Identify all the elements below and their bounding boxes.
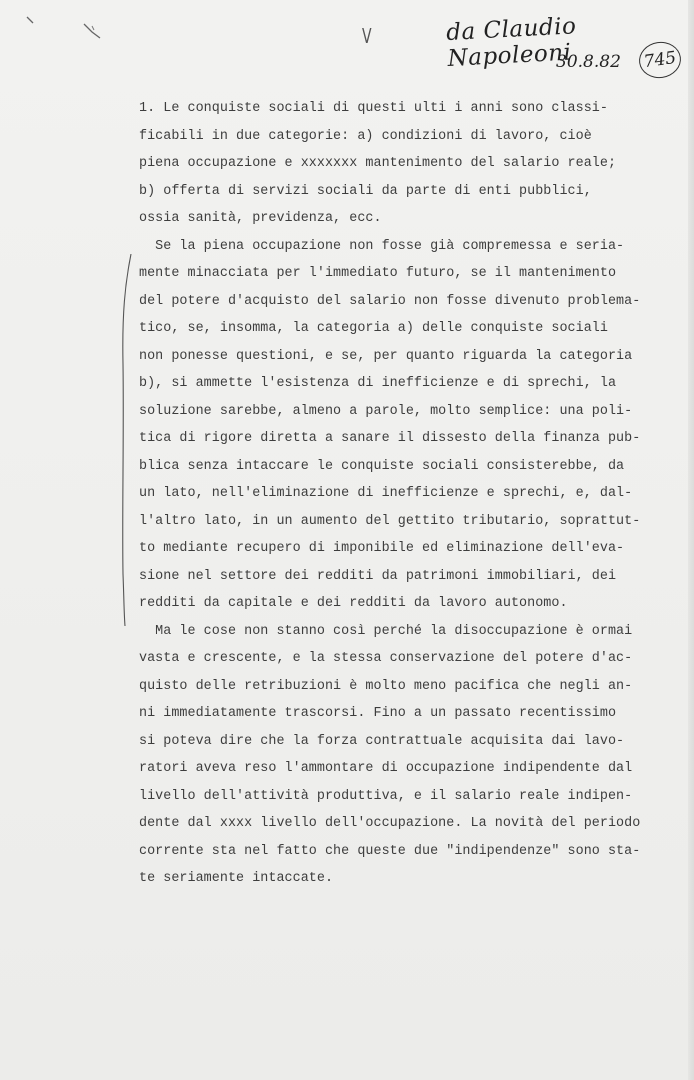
text-line: redditi da capitale e dei redditi da lavoro autonomo. bbox=[139, 596, 568, 611]
paragraph-3 bbox=[139, 618, 659, 893]
text-line: non ponesse questioni, e se, per quanto riguarda la categoria bbox=[139, 348, 633, 364]
margin-bracket-line bbox=[119, 254, 135, 626]
text-line: un lato, nell'eliminazione di inefficienze e sprechi, e, dal- bbox=[139, 486, 633, 501]
text-line: Se la piena occupazione non fosse già compremessa e seria- bbox=[139, 238, 625, 254]
page-number: 745 bbox=[642, 47, 678, 73]
text-line: l'altro lato, in un aumento del gettito tributario, soprattut- bbox=[139, 513, 641, 529]
text-line: ossia sanità, previdenza, ecc. bbox=[139, 211, 382, 226]
text-line: piena occupazione e xxxxxxx mantenimento del salario reale; bbox=[139, 156, 617, 171]
text-line: ni immediatamente trascorsi. Fino a un passato recentissimo bbox=[139, 706, 617, 721]
text-line: sione nel settore dei redditi da patrimoni immobiliari, dei bbox=[139, 568, 617, 584]
paragraph-1 bbox=[139, 95, 659, 233]
corner-tick-icon bbox=[24, 14, 38, 28]
text-line: Ma le cose non stanno così perché la disoccupazione è ormai bbox=[139, 623, 633, 639]
text-line: dente dal xxxx livello dell'occupazione. La novità del periodo bbox=[139, 816, 641, 831]
text-line: ficabili in due categorie: a) condizioni di lavoro, cioè bbox=[139, 128, 592, 144]
text-line: tico, se, insomma, la categoria a) delle conquiste sociali bbox=[139, 321, 608, 336]
text-line: tica di rigore diretta a sanare il dissesto della finanza pub- bbox=[139, 431, 641, 446]
corner-scribble-icon bbox=[80, 20, 104, 44]
text-line: blica senza intaccare le conquiste sociali consisterebbe, da bbox=[139, 458, 625, 474]
text-line: to mediante recupero di imponibile ed eliminazione dell'eva- bbox=[139, 541, 625, 556]
text-line: quisto delle retribuzioni è molto meno pacifica che negli an- bbox=[139, 678, 633, 694]
text-line: si poteva dire che la forza contrattuale acquisita dai lavo- bbox=[139, 733, 625, 749]
handwritten-attribution: da Claudio Napoleoni bbox=[445, 13, 577, 72]
page-edge bbox=[688, 0, 694, 1080]
text-line: livello dell'attività produttiva, e il salario reale indipen- bbox=[139, 788, 633, 804]
text-line: mente minacciata per l'immediato futuro, se il mantenimento bbox=[139, 266, 617, 281]
text-line: vasta e crescente, e la stessa conservazione del potere d'ac- bbox=[139, 651, 633, 666]
handwritten-date: 30.8.82 bbox=[556, 52, 621, 72]
text-line: corrente sta nel fatto che queste due "indipendenze" sono sta- bbox=[139, 843, 641, 859]
typed-text-body bbox=[139, 95, 659, 893]
text-line: 1. Le conquiste sociali di questi ulti i anni sono classi- bbox=[139, 101, 608, 116]
text-line: b), si ammette l'esistenza di inefficienze e di sprechi, la bbox=[139, 376, 617, 391]
text-line: te seriamente intaccate. bbox=[139, 871, 334, 886]
text-line: b) offerta di servizi sociali da parte di enti pubblici, bbox=[139, 183, 592, 199]
text-line: ratori aveva reso l'ammontare di occupazione indipendente dal bbox=[139, 761, 633, 776]
text-line: soluzione sarebbe, almeno a parole, molto semplice: una poli- bbox=[139, 403, 633, 419]
check-mark: V bbox=[362, 24, 372, 48]
paragraph-2 bbox=[139, 233, 659, 618]
text-line: del potere d'acquisto del salario non fosse divenuto problema- bbox=[139, 293, 641, 309]
